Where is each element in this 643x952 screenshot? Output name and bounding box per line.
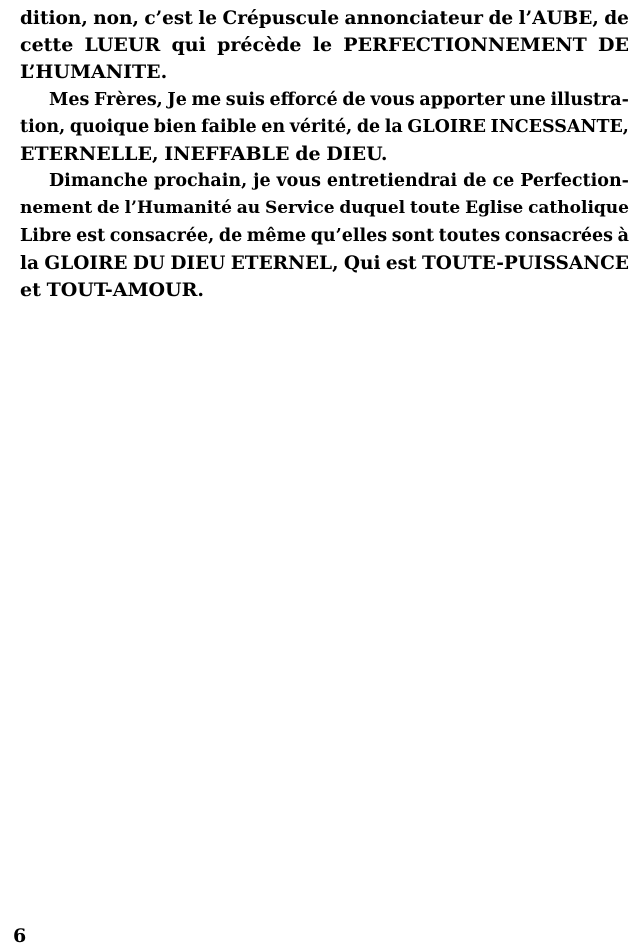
word: est [76,225,106,246]
word: la [384,116,403,137]
word: DU [132,252,166,274]
word: INCESSANTE, [490,116,629,137]
word: sont [391,225,435,246]
paragraph-3 [20,168,629,304]
word: Dimanche [49,171,148,192]
word: DIEU. [326,142,388,165]
word: Je [167,89,187,110]
word: au [236,198,261,219]
word: ETERNELLE, [20,142,159,165]
word: Eglise [465,198,524,219]
word: INEFFABLE [164,142,290,165]
word: annonciateur [344,8,484,29]
word: vous [370,89,415,110]
text-line [20,277,629,304]
word: de [295,142,321,165]
page-body [20,5,629,304]
word: TOUT-AMOUR. [46,278,204,301]
word: TOUTE-PUISSANCE [421,252,629,274]
word: Crépuscule [222,8,340,29]
word: faible [201,116,257,137]
word: de [342,89,366,110]
word: la [20,252,40,274]
word: même [246,225,307,246]
word: le [198,8,218,29]
word: de [488,8,514,29]
paragraph-1 [20,5,629,87]
text-line [20,32,629,59]
word: vérité, [289,116,353,137]
word: efforcé [269,89,338,110]
word: DE [597,34,629,57]
word: cette [20,34,74,57]
word: entretiendrai [326,171,458,192]
word: de [218,225,243,246]
word: Frères, [94,89,163,110]
word: ETERNEL, [230,252,339,274]
word: prochain, [153,171,248,192]
page-number: 6 [13,925,27,947]
word: qu’elles [310,225,388,246]
word: apporter [419,89,505,110]
text-line [20,59,629,86]
word: LUEUR [84,34,161,57]
word: et [20,278,41,301]
word: l’AUBE, [518,8,599,29]
word: consacrées [504,225,614,246]
word: l’Humanité [124,198,232,219]
text-line [20,195,629,222]
word: PERFECTIONNEMENT [343,34,587,57]
word: nement [20,198,93,219]
text-line [20,141,629,168]
text-line [20,223,629,250]
word: GLOIRE [44,252,128,274]
paragraph-2 [20,87,629,169]
word: je [253,171,271,192]
word: illustra- [550,89,629,110]
word: quoique [69,116,150,137]
word: bien [153,116,197,137]
word: ce [492,171,515,192]
word: le [312,34,333,57]
text-line [20,87,629,114]
word: vous [276,171,321,192]
word: tion, [20,116,66,137]
word: de [97,198,120,219]
word: est [385,252,417,274]
word: dition, [20,8,88,29]
word: à [617,225,629,246]
text-line [20,250,629,277]
word: une [509,89,546,110]
word: toutes [438,225,501,246]
word: Qui [343,252,381,274]
text-line [20,5,629,32]
word: toute [409,198,461,219]
word: Mes [49,89,90,110]
word: GLOIRE [407,116,486,137]
word: de [356,116,381,137]
word: L’HUMANITE. [20,61,168,84]
word: catholique [528,198,629,219]
word: Service [264,198,335,219]
text-line [20,168,629,195]
word: Libre [20,225,72,246]
word: qui [171,34,206,57]
word: de [604,8,629,29]
word: DIEU [170,252,226,274]
word: duquel [339,198,406,219]
word: consacrée, [109,225,215,246]
word: suis [225,89,265,110]
word: me [191,89,222,110]
word: précède [217,34,302,57]
word: c’est [144,8,193,29]
word: non, [93,8,139,29]
word: en [261,116,286,137]
word: Perfection- [520,171,629,192]
word: de [463,171,487,192]
text-line [20,114,629,141]
